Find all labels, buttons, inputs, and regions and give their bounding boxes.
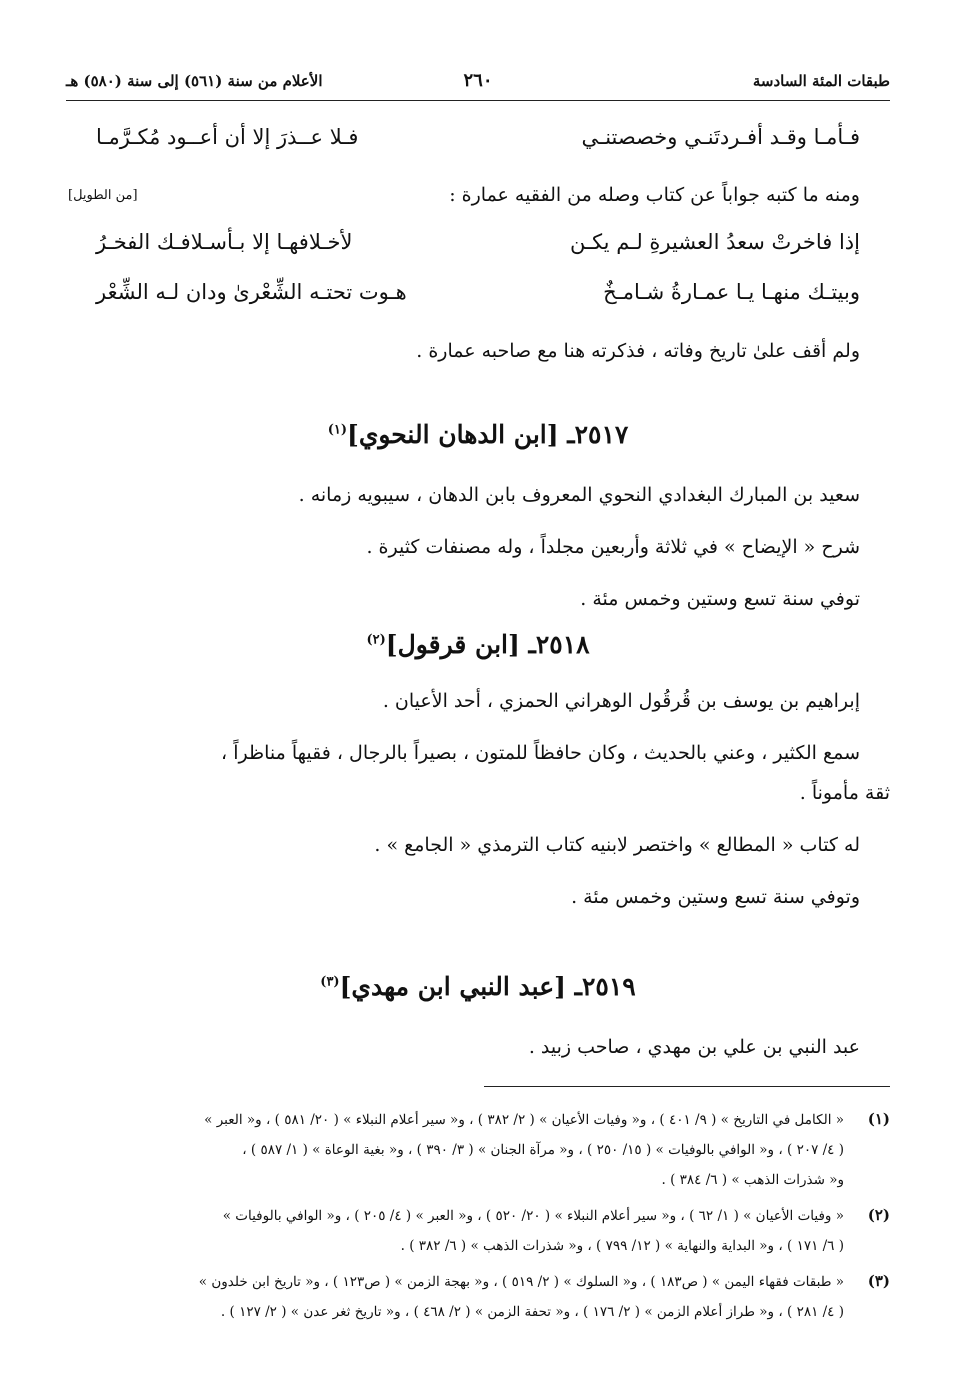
- entry-line: شرح « الإيضاح » في ثلاثة وأربعين مجلداً ، وله مصنفات كثيرة .: [366, 536, 860, 558]
- footnote-line: ( ٤/ ٢٨١ ) ، و« طراز أعلام الزمن » ( ٢/ ١٧٦ ) ، و« تحفة الزمن » ( ٢/ ٤٦٨ ) ، و« تاريخ ثغر عدن » ( ٢/ ١٢٧ ) .: [220, 1304, 844, 1320]
- verse-2-first-hemistich: إذا فاخرتْ سعدُ العشيرةِ لـم يكـن: [569, 230, 860, 254]
- verse-3-second-hemistich: هـوت تحتـه الشِّعْرىٰ ودان لـه الشِّعْر: [96, 280, 407, 304]
- footnote-ref: (٢): [366, 632, 386, 648]
- footnote-number: (١): [867, 1110, 890, 1128]
- header-section-title: طبقات المئة السادسة: [752, 72, 890, 90]
- entry-line: سمع الكثير ، وعني بالحديث ، وكان حافظاً للمتون ، بصيراً بالرجال ، فقيهاً مناظراً ،: [221, 742, 860, 764]
- entry-line: عبد النبي بن علي بن مهدي ، صاحب زبيد .: [528, 1036, 860, 1058]
- footnote-line: ( ٦/ ١٧١ ) ، و« البداية والنهاية » ( ١٢/ ٧٩٩ ) ، و« شذرات الذهب » ( ٦/ ٣٨٢ ) .: [400, 1238, 844, 1254]
- footnote-line: ( ٤/ ٢٠٧ ) ، و« الوافي بالوفيات » ( ١٥/ ٢٥٠ ) ، و« مرآة الجنان » ( ٣/ ٣٩٠ ) ، و« بغية الوعاة » ( ١/ ٥٨٧ ) ،: [242, 1142, 844, 1158]
- entry-heading: [0, 420, 956, 449]
- footnote-line: « وفيات الأعيان » ( ١/ ٦٢ ) ، و« سير أعلام النبلاء » ( ٢٠/ ٥٢٠ ) ، و« العبر » ( ٤/ ٢٠٥ ) ، و« الوافي بالوفيات »: [222, 1208, 844, 1224]
- entry-line: وتوفي سنة تسع وستين وخمس مئة .: [571, 886, 860, 908]
- entry-heading-text: ٢٥١٩ـ [عبد النبي ابن مهدي]: [339, 972, 636, 1001]
- footnote-line: « طبقات فقهاء اليمن » ( ص١٨٣ ) ، و« السلوك » ( ٢/ ٥١٩ ) ، و« بهجة الزمن » ( ص١٢٣ ) ، و« تاريخ ابن خلدون »: [198, 1274, 844, 1290]
- footnote-line: و« شذرات الذهب » ( ٦/ ٣٨٤ ) .: [661, 1172, 844, 1188]
- entry-line: له كتاب « المطالع » واختصر لابنيه كتاب الترمذي « الجامع » .: [374, 834, 860, 856]
- verse-3-first-hemistich: وبيتـك منهـا يـا عمـارةُ شـامـخٌ: [603, 280, 860, 304]
- entry-heading-text: ٢٥١٨ـ [ابن قرقول]: [385, 630, 590, 659]
- footnote-number: (٢): [867, 1206, 890, 1224]
- verse-1-first-hemistich: فـأمـا وقـد أفـردتَنـي وخصصتنـي: [581, 125, 860, 149]
- note-line: ولم أقف علىٰ تاريخ وفاته ، فذكرته هنا مع صاحبه عمارة .: [416, 340, 860, 362]
- footnote-ref: (٣): [320, 974, 340, 990]
- header-range-title: الأعلام من سنة (٥٦١) إلى سنة (٥٨٠) هـ: [66, 72, 323, 90]
- entry-line: ثقة مأموناً .: [799, 782, 890, 804]
- intro-line: ومنه ما كتبه جواباً عن كتاب وصله من الفقيه عمارة :: [449, 184, 860, 206]
- footnote-line: « الكامل في التاريخ » ( ٩/ ٤٠١ ) ، و« وفيات الأعيان » ( ٢/ ٣٨٢ ) ، و« سير أعلام النبلاء » ( ٢٠/ ٥٨١ ) ، و« العبر »: [204, 1112, 844, 1128]
- footnote-number: (٣): [867, 1272, 890, 1290]
- running-header: [66, 72, 890, 98]
- meter-label: [من الطويل]: [68, 188, 138, 203]
- page-number: ٢٦٠: [463, 70, 493, 91]
- entry-line: إبراهيم بن يوسف بن قُرقُول الوهراني الحمزي ، أحد الأعيان .: [382, 690, 860, 712]
- entry-line: سعيد بن المبارك البغدادي النحوي المعروف بابن الدهان ، سيبويه زمانه .: [298, 484, 860, 506]
- entry-heading: [0, 972, 956, 1001]
- entry-heading: [0, 630, 956, 659]
- verse-2-second-hemistich: لأخـلافهـا إلا بـأسـلافـك الفخـرُ: [96, 230, 353, 254]
- entry-heading-text: ٢٥١٧ـ [ابن الدهان النحوي]: [346, 420, 629, 449]
- header-divider: [66, 100, 890, 101]
- entry-line: توفي سنة تسع وستين وخمس مئة .: [580, 588, 860, 610]
- footnote-ref: (١): [327, 422, 347, 438]
- verse-1-second-hemistich: فـلا عــذرَ إلا أن أعــود مُكـرَّمـا: [96, 125, 359, 149]
- footnote-divider: [484, 1086, 890, 1087]
